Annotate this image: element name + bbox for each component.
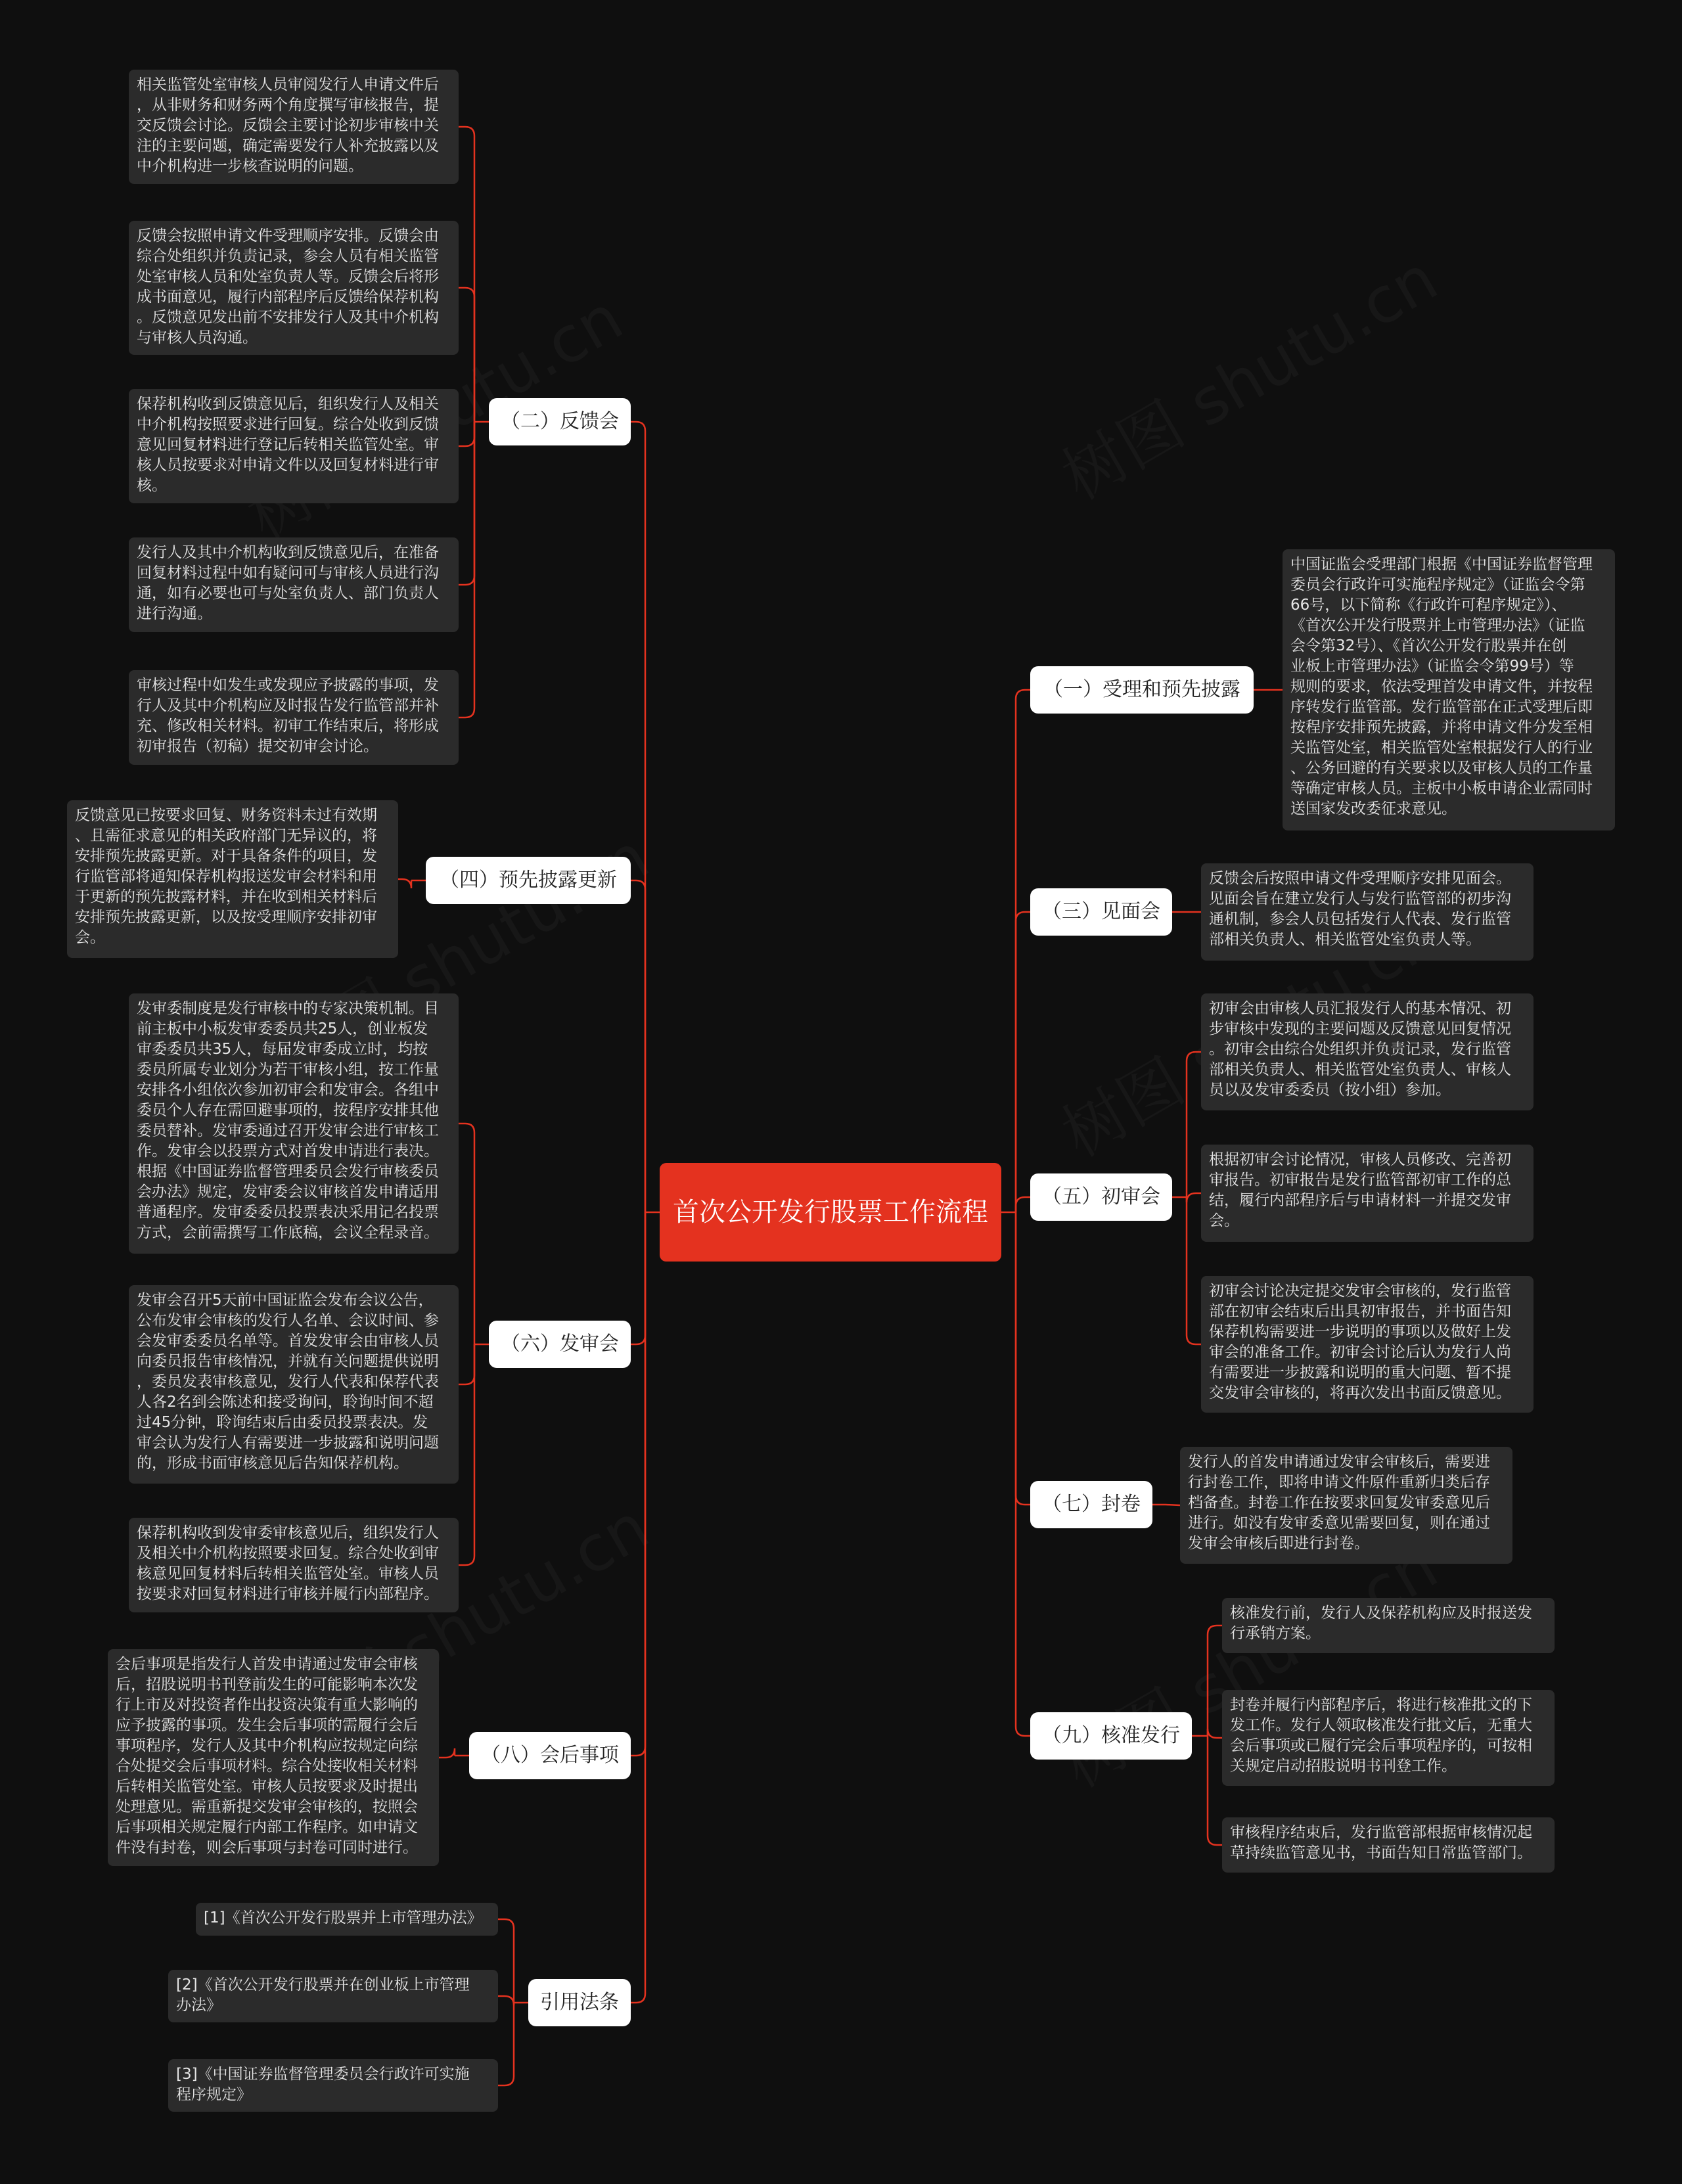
connector-line (1187, 1193, 1201, 1202)
root-node[interactable]: 首次公开发行股票工作流程 (660, 1163, 1001, 1262)
leaf-b9-1: 核准发行前，发行人及保荐机构应及时报送发 行承销方案。 (1222, 1598, 1555, 1653)
leaf-b2-5: 审核过程中如发生或发现应予披露的事项，发 行人及其中介机构应及时报告发行监管部并补 充、修改相关材料。初审工作结束后，将形成 初审报告（初稿）提交初审会讨论。 (129, 670, 459, 765)
connector-line (459, 127, 474, 422)
leaf-b2-3: 保荐机构收到反馈意见后，组织发行人及相关 中介机构按照要求进行回复。综合处收到反馈 意见回复材料进行登记后转相关监管处室。审 核人员按要求对申请文件以及回复材料进行审 核。 (129, 389, 459, 503)
leaf-b9-2: 封卷并履行内部程序后，将进行核准批文的下 发工作。发行人领取核准发行批文后，无重大 会后事项或已履行完会后事项程序的，可按相 关规定启动招股说明书刊登工作。 (1222, 1690, 1555, 1786)
connector-line (1187, 1197, 1201, 1344)
connector-line (1016, 1212, 1030, 1736)
leaf-b6-3: 保荐机构收到发审委审核意见后，组织发行人 及相关中介机构按照要求回复。综合处收到审 核意见回复材料后转相关监管处室。审核人员 按要求对回复材料进行审核并履行内部程序。 (129, 1518, 459, 1612)
leaf-law-2: [2]《首次公开发行股票并在创业板上市管理 办法》 (168, 1970, 498, 2022)
branch-preliminary-review[interactable]: （五）初审会 (1030, 1173, 1172, 1221)
leaf-b2-1: 相关监管处室审核人员审阅发行人申请文件后 ，从非财务和财务两个角度撰写审核报告，提 交反馈会讨论。反馈会主要讨论初步审核中关 注的主要问题，确定需要发行人补充披露以及 中介机构进一步核查说明的问题。 (129, 70, 459, 184)
connector-line (498, 1919, 514, 2003)
leaf-law-3: [3]《中国证券监督管理委员会行政许可实施 程序规定》 (168, 2059, 498, 2112)
connector-line (459, 1344, 474, 1384)
branch-feedback-meeting[interactable]: （二）反馈会 (489, 398, 631, 445)
leaf-b9-3: 审核程序结束后，发行监管部根据审核情况起 草持续监管意见书，书面告知日常监管部门。 (1222, 1817, 1555, 1873)
connector-line (1208, 1729, 1222, 1738)
leaf-b6-1: 发审委制度是发行审核中的专家决策机制。目 前主板中小板发审委委员共25人，创业板发 审委委员共35人，每届发审委成立时，均按 委员所属专业划分为若干审核小组，按工作量 安排各小组依次参加初审会和发审会。各组中 委员个人存在需回避事项的，按程序安排其他 委员替补。发审委通过召开发审会进行审核工 作。发审会以投票方式对首发申请进行表决。 根据《中国证券监督管理委员会发行审核委员 会办法》规定，发审委会议审核首发申请适用 普通程序。发审委委员投票表决采用记名投票 方式，会前需撰写工作底稿，会议全程录音。 (129, 993, 459, 1254)
leaf-law-1: [1]《首次公开发行股票并上市管理办法》 (196, 1903, 498, 1936)
connector-line (1208, 1626, 1222, 1736)
leaf-b2-4: 发行人及其中介机构收到反馈意见后，在准备 回复材料过程中如有疑问可与审核人员进行沟 通，如有必要也可与处室负责人、部门负责人 进行沟通。 (129, 537, 459, 632)
leaf-b6-2: 发审会召开5天前中国证监会发布会议公告， 公布发审会审核的发行人名单、会议时间、参 会发审委委员名单等。首发发审会由审核人员 向委员报告审核情况，并就有关问题提供说明 ，委员发表审核意见，发行人代表和保荐代表 人各2名到会陈述和接受询问，聆询时间不超 过45分钟，聆询结束后由委员投票表决。发 审会认为发行人有需要进一步披露和说明问题 的，形成书面审核意见后告知保荐机构。 (129, 1285, 459, 1484)
connector-line (1016, 912, 1030, 1212)
connector-line (631, 1212, 645, 1344)
connector-line (498, 1996, 514, 2005)
branch-cited-laws[interactable]: 引用法条 (528, 1979, 631, 2026)
connector-line (439, 1748, 455, 1758)
branch-approval-issuance[interactable]: （九）核准发行 (1030, 1712, 1192, 1760)
connector-line (459, 422, 474, 717)
leaf-b8-1: 会后事项是指发行人首发申请通过发审会审核 后，招股说明书刊登前发生的可能影响本次发 行上市及对投资者作出投资决策有重大影响的 应予披露的事项。发生会后事项的需履行会后 事项程序，发行人及其中介机构应按规定向综 合处提交会后事项材料。综合处接收相关材料 后转相关监管处室。审核人员按要求及时提出 处理意见。需重新提交发审会审核的，按照会 后事项相关规定履行内部工作程序。如申请文 件没有封卷，则会后事项与封卷可同时进行。 (108, 1649, 439, 1866)
connector-line (631, 1212, 645, 2003)
connector-line (1016, 690, 1030, 1212)
connector-line (1208, 1736, 1222, 1845)
connector-line (498, 2003, 514, 2085)
connector-line (459, 1344, 474, 1565)
leaf-b5-2: 根据初审会讨论情况，审核人员修改、完善初 审报告。初审报告是发行监管部初审工作的总 结，履行内部程序后与申请材料一并提交发审 会。 (1201, 1145, 1534, 1242)
branch-first-meeting[interactable]: （三）见面会 (1030, 888, 1172, 936)
connector-line (459, 1124, 474, 1344)
leaf-b5-1: 初审会由审核人员汇报发行人的基本情况、初 步审核中发现的主要问题及反馈意见回复情况 。初审会由综合处组织并负责记录，发行监管 部相关负责人、相关监管处室负责人、审核人 员以及发审委委员（按小组）参加。 (1201, 993, 1534, 1110)
leaf-b3-1: 反馈会后按照申请文件受理顺序安排见面会。 见面会旨在建立发行人与发行监管部的初步沟 通机制，参会人员包括发行人代表、发行监管 部相关负责人、相关监管处室负责人等。 (1201, 863, 1534, 961)
branch-pre-disclosure-update[interactable]: （四）预先披露更新 (426, 857, 631, 904)
branch-post-meeting-matters[interactable]: （八）会后事项 (469, 1732, 631, 1779)
connector-line (1187, 1052, 1201, 1197)
connector-line (631, 422, 645, 1212)
connector-line (459, 422, 474, 446)
branch-acceptance-pre-disclosure[interactable]: （一）受理和预先披露 (1030, 666, 1254, 714)
branch-sealing[interactable]: （七）封卷 (1030, 1481, 1152, 1528)
leaf-b7-1: 发行人的首发申请通过发审会审核后，需要进 行封卷工作，即将申请文件原件重新归类后存 档备查。封卷工作在按要求回复发审委意见后 进行。如没有发审委意见需要回复，则在通过 发审会审核后即进行封卷。 (1180, 1447, 1512, 1564)
branch-review-committee-meeting[interactable]: （六）发审会 (489, 1321, 631, 1368)
connector-line (459, 288, 474, 422)
leaf-b1-1: 中国证监会受理部门根据《中国证券监督管理 委员会行政许可实施程序规定》（证监会令第 66号，以下简称《行政许可程序规定》）、 《首次公开发行股票并上市管理办法》（证监 会令第32号）、《首次公开发行股票并在创 业板上市管理办法》（证监会令第99号）等 规则的要求，依法受理首发申请文件，并按程 序转发行监管部。发行监管部在正式受理后即 按程序安排预先披露，并将申请文件分发至相 关监管处室，相关监管处室根据发行人的行业 、公务回避的有关要求以及审核人员的工作量 等确定审核人员。主板中小板申请企业需同时 送国家发改委征求意见。 (1283, 549, 1615, 830)
connector-line (398, 879, 411, 888)
connector-line (631, 880, 645, 1212)
connector-line (631, 1212, 645, 1756)
leaf-b5-3: 初审会讨论决定提交发审会审核的，发行监管 部在初审会结束后出具初审报告，并书面告知 保荐机构需要进一步说明的事项以及做好上发 审会的准备工作。初审会讨论后认为发行人尚 有需要进一步披露和说明的重大问题、暂不提 交发审会审核的，将再次发出书面反馈意见。 (1201, 1276, 1534, 1413)
leaf-b4-1: 反馈意见已按要求回复、财务资料未过有效期 、且需征求意见的相关政府部门无异议的，将 安排预先披露更新。对于具备条件的项目，发 行监管部将通知保荐机构报送发审会材料和用 于更新的预先披露材料，并在收到相关材料后 安排预先披露更新，以及按受理顺序安排初审 会。 (67, 800, 398, 958)
connector-line (1016, 1197, 1030, 1212)
leaf-b2-2: 反馈会按照申请文件受理顺序安排。反馈会由 综合处组织并负责记录，参会人员有相关监管 处室审核人员和处室负责人等。反馈会后将形 成书面意见，履行内部程序后反馈给保荐机构 。反馈意见发出前不安排发行人及其中介机构 与审核人员沟通。 (129, 221, 459, 355)
connector-line (1016, 1212, 1030, 1505)
